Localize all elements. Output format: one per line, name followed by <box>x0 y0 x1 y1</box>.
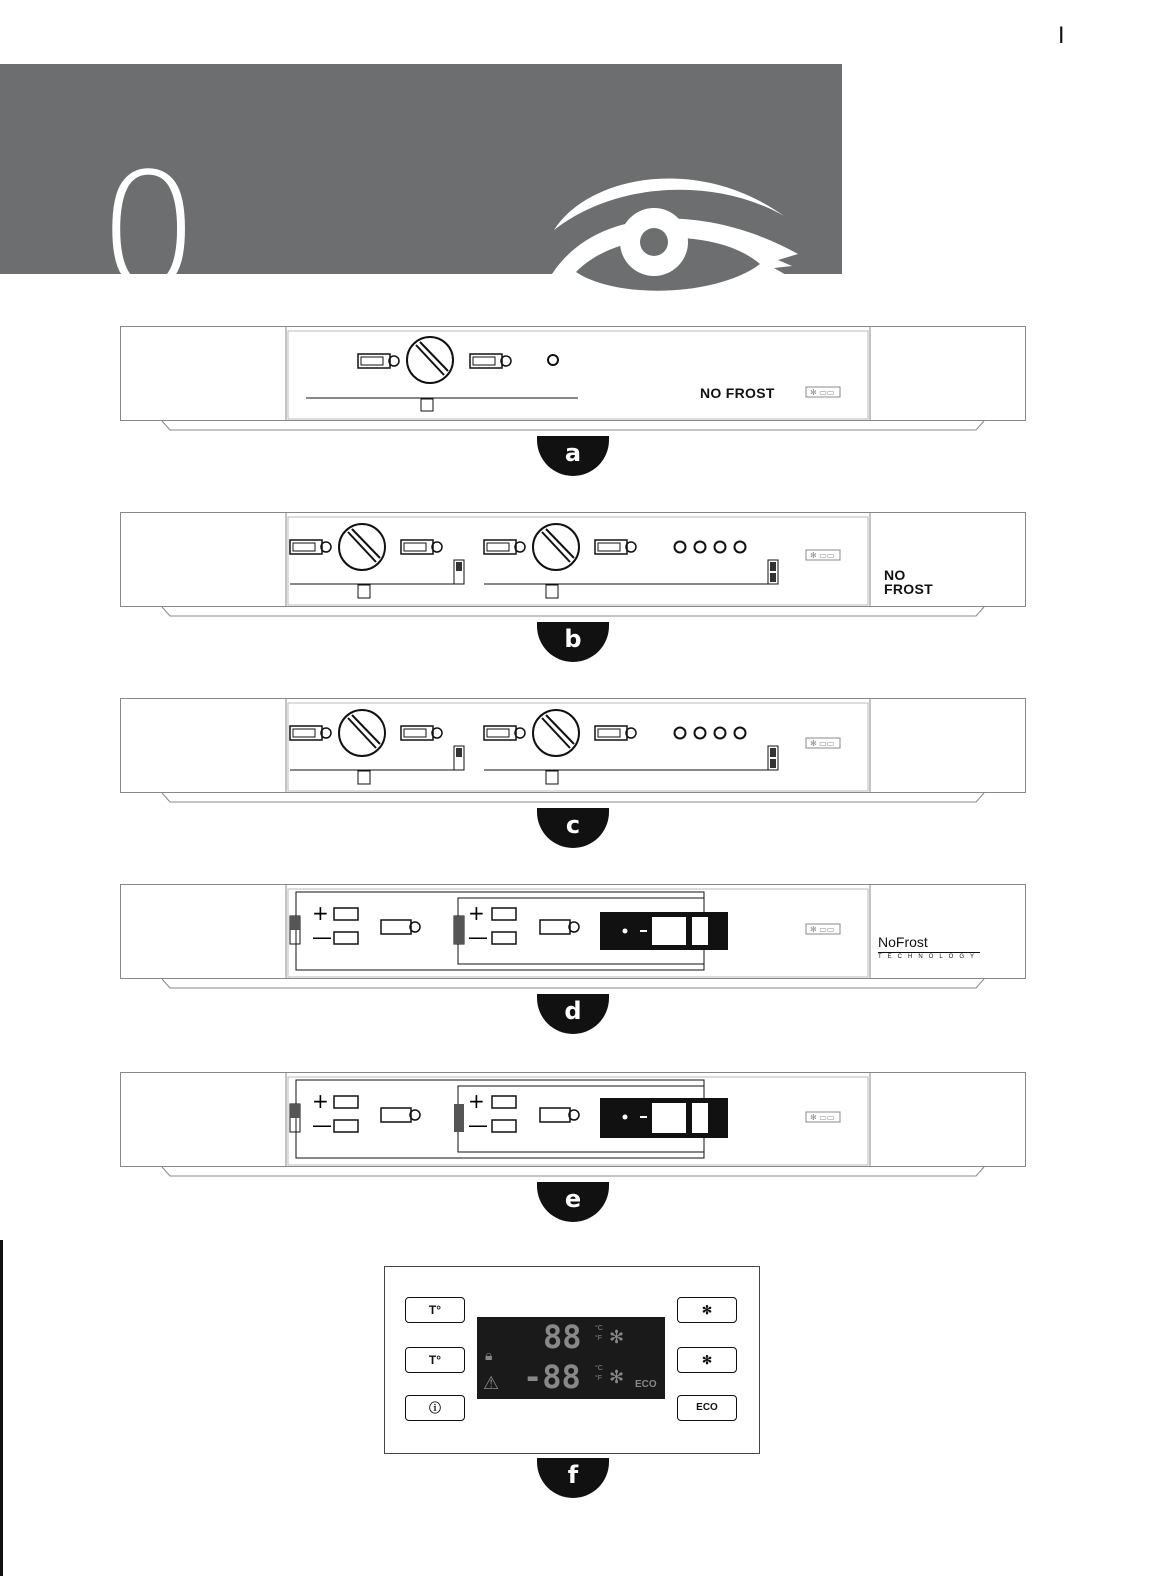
panel-label-a: a <box>537 436 609 476</box>
svg-text:—: — <box>468 1113 488 1137</box>
svg-text:✻ ▭▭: ✻ ▭▭ <box>810 925 835 934</box>
panel-label-c: c <box>537 808 609 848</box>
bottle-cool-button[interactable]: ✻ <box>677 1347 737 1373</box>
control-panel-c <box>120 698 1026 794</box>
panel-label-b: b <box>537 622 609 662</box>
chapter-number: 0 <box>98 138 200 325</box>
fast-freeze-button[interactable]: ✻ <box>677 1297 737 1323</box>
snowflake-icon: ✻ <box>609 1367 625 1387</box>
svg-text:+: + <box>468 901 485 925</box>
lower-temperature: -88 <box>523 1358 581 1396</box>
power-button[interactable]: ⓘ <box>405 1395 465 1421</box>
freezer-temp-button[interactable]: T° <box>405 1347 465 1373</box>
svg-text:+: + <box>312 901 329 925</box>
control-panel-a <box>120 326 1026 422</box>
eye-icon <box>548 164 810 294</box>
lower-unit-f: °F <box>595 1375 603 1382</box>
eco-button[interactable]: ECO <box>677 1395 737 1421</box>
lcd-display <box>477 1317 665 1399</box>
warning-icon: ⚠ <box>483 1373 500 1393</box>
control-panel-d <box>120 884 1026 980</box>
fridge-temp-button[interactable]: T° <box>405 1297 465 1323</box>
lower-unit-c: °C <box>595 1365 603 1372</box>
no-frost-line1: NO <box>884 567 906 583</box>
upper-unit-c: °C <box>595 1325 603 1332</box>
chapter-banner <box>0 64 842 325</box>
svg-text:✻ ▭▭: ✻ ▭▭ <box>810 388 835 397</box>
nofrost-technology-logo <box>878 934 980 960</box>
eco-indicator: ECO <box>635 1379 657 1390</box>
no-frost-logo <box>884 568 933 596</box>
no-frost-logo: NO FROST <box>700 385 775 401</box>
panel-label-f: f <box>537 1458 609 1498</box>
upper-unit-f: °F <box>595 1335 603 1342</box>
snowflake-icon: ✻ <box>609 1327 625 1347</box>
lock-icon: 🔒︎ <box>485 1347 493 1363</box>
svg-text:✻ ▭▭: ✻ ▭▭ <box>810 551 835 560</box>
svg-text:—: — <box>312 925 332 949</box>
technology-wordmark: TECHNOLOGY <box>878 954 981 960</box>
svg-text:—: — <box>468 925 488 949</box>
svg-text:+: + <box>312 1089 329 1113</box>
svg-text:+: + <box>468 1089 485 1113</box>
control-panel-f <box>384 1266 760 1454</box>
svg-text:✻ ▭▭: ✻ ▭▭ <box>810 1113 835 1122</box>
nofrost-wordmark: NoFrost <box>878 934 928 950</box>
control-panel-e <box>120 1072 1026 1168</box>
svg-text:—: — <box>312 1113 332 1137</box>
upper-temperature: 88 <box>543 1318 582 1356</box>
control-panel-b <box>120 512 1026 608</box>
svg-text:✻ ▭▭: ✻ ▭▭ <box>810 739 835 748</box>
panel-label-e: e <box>537 1182 609 1222</box>
margin-rule <box>0 1240 3 1576</box>
no-frost-line2: FROST <box>884 581 933 597</box>
panel-label-d: d <box>537 994 609 1034</box>
page-marker: I <box>1058 24 1065 49</box>
